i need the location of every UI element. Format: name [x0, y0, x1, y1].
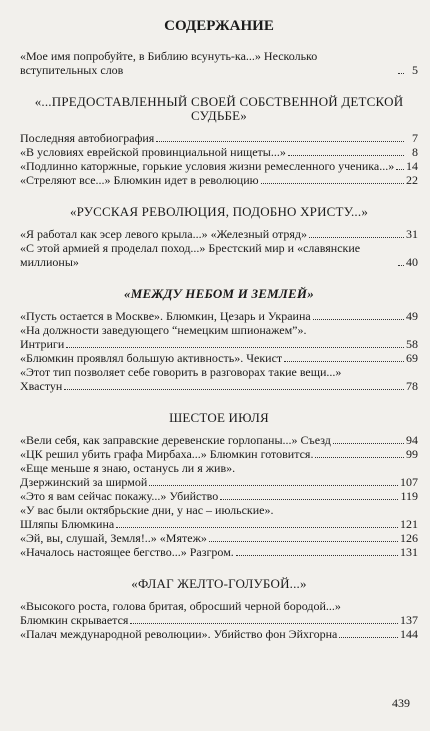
- dot-leader: [149, 485, 398, 486]
- toc-entry: [20, 599, 418, 613]
- toc-entry: [20, 379, 418, 393]
- toc-entry-page: 8: [412, 145, 418, 159]
- toc-entry: [20, 531, 418, 545]
- toc-entry-page: 94: [406, 433, 418, 447]
- toc-entry-page: 131: [400, 545, 418, 559]
- dot-leader: [116, 527, 398, 528]
- toc-entry-text: Шляпы Блюмкина: [20, 517, 115, 531]
- dot-leader: [309, 237, 404, 238]
- toc-entry-text: «Высокого роста, голова бритая, обросший черной бородой...»: [20, 599, 341, 613]
- dot-leader: [398, 73, 404, 74]
- toc-entry: [20, 337, 418, 351]
- toc-entry-text: Блюмкин скрывается: [20, 613, 129, 627]
- toc-entry: [20, 627, 418, 641]
- toc-entry-text: «С этой армией я проделал поход...» Брестский мир и «славянские миллионы»: [20, 241, 361, 269]
- section-heading: «МЕЖДУ НЕБОМ И ЗЕМЛЕЙ»: [124, 286, 314, 301]
- dot-leader: [339, 637, 398, 638]
- toc-entry: [20, 309, 418, 323]
- dot-leader: [396, 169, 404, 170]
- toc-entry: [20, 517, 418, 531]
- dot-leader: [66, 347, 404, 348]
- toc-entry: [20, 545, 418, 559]
- toc-content: [20, 12, 418, 641]
- toc-entry-text: «Мое имя попробуйте, в Библию всунуть-ка...» Несколько вступительных слов: [20, 49, 318, 77]
- toc-section: [20, 49, 418, 77]
- toc-entry: [20, 49, 418, 77]
- toc-entry-text: «ЦК решил убить графа Мирбаха...» Блюмкин готовится.: [20, 447, 314, 461]
- dot-leader: [156, 141, 404, 142]
- toc-entry: [20, 227, 418, 241]
- toc-section: [20, 95, 418, 187]
- section-heading: «...ПРЕДОСТАВЛЕННЫЙ СВОЕЙ СОБСТВЕННОЙ ДЕТСКОЙ СУДЬБЕ»: [34, 94, 404, 123]
- toc-entry-page: 137: [400, 613, 418, 627]
- toc-entry: [20, 173, 418, 187]
- toc-entry: [20, 503, 418, 517]
- toc-entry-text: «Эй, вы, слушай, Земля!..» «Мятеж»: [20, 531, 207, 545]
- toc-entry-text: «Подлинно каторжные, горькие условия жизни ремесленного ученика...»: [20, 159, 395, 173]
- toc-entry-text: «Стреляют все...» Блюмкин идет в революцию: [20, 173, 259, 187]
- toc-entry: [20, 323, 418, 337]
- toc-entry: [20, 613, 418, 627]
- section-heading: «ФЛАГ ЖЕЛТО-ГОЛУБОЙ...»: [131, 576, 307, 591]
- section-heading: ШЕСТОЕ ИЮЛЯ: [169, 410, 269, 425]
- toc-entry-page: 121: [400, 517, 418, 531]
- toc-entry-page: 14: [406, 159, 418, 173]
- page-title: СОДЕРЖАНИЕ: [164, 18, 274, 34]
- toc-entry-text: «Палач международной революции». Убийство фон Эйхгорна: [20, 627, 338, 641]
- toc-entry-page: 40: [406, 255, 418, 269]
- toc-entry: [20, 365, 418, 379]
- dot-leader: [288, 155, 404, 156]
- toc-section: [20, 411, 418, 559]
- toc-entry-page: 58: [406, 337, 418, 351]
- toc-entry-text: «Началось настоящее бегство...» Разгром.: [20, 545, 234, 559]
- toc-entry-text: Интриги: [20, 337, 65, 351]
- toc-entry-text: «Вели себя, как заправские деревенские горлопаны...» Съезд: [20, 433, 331, 447]
- toc-entry-page: 78: [406, 379, 418, 393]
- toc-entry: [20, 131, 418, 145]
- toc-entry-page: 7: [412, 131, 418, 145]
- page-number: 439: [392, 696, 410, 710]
- toc-entry-page: 126: [400, 531, 418, 545]
- toc-entry: [20, 159, 418, 173]
- toc-entry-page: 119: [400, 489, 418, 503]
- toc-entry-text: Последняя автобиография: [20, 131, 155, 145]
- toc-entry-text: Дзержинский за ширмой: [20, 475, 148, 489]
- dot-leader: [313, 319, 404, 320]
- dot-leader: [64, 389, 404, 390]
- dot-leader: [315, 457, 404, 458]
- dot-leader: [209, 541, 398, 542]
- dot-leader: [398, 265, 404, 266]
- toc-entry-text: «Блюмкин проявлял большую активность». Чекист: [20, 351, 283, 365]
- dot-leader: [220, 499, 398, 500]
- dot-leader: [261, 183, 404, 184]
- toc-entry: [20, 447, 418, 461]
- toc-entry-page: 31: [406, 227, 418, 241]
- toc-entry-text: «Это я вам сейчас покажу...» Убийство: [20, 489, 219, 503]
- toc-entry-page: 22: [406, 173, 418, 187]
- toc-section: [20, 205, 418, 269]
- toc-sections: [20, 49, 418, 641]
- toc-entry: [20, 489, 418, 503]
- toc-entry: [20, 351, 418, 365]
- toc-entry-text: «У вас были октябрьские дни, у нас – июльские».: [20, 503, 274, 517]
- toc-entry: [20, 145, 418, 159]
- section-heading: «РУССКАЯ РЕВОЛЮЦИЯ, ПОДОБНО ХРИСТУ...»: [69, 204, 369, 219]
- toc-entry-text: «На должности заведующего “немецким шпионажем”».: [20, 323, 307, 337]
- toc-entry-page: 69: [406, 351, 418, 365]
- toc-section: [20, 287, 418, 393]
- dot-leader: [130, 623, 398, 624]
- dot-leader: [284, 361, 404, 362]
- dot-leader: [333, 443, 404, 444]
- toc-entry-text: «Пусть остается в Москве». Блюмкин, Цезарь и Украина: [20, 309, 311, 323]
- toc-entry-page: 49: [406, 309, 418, 323]
- dot-leader: [236, 555, 398, 556]
- toc-section: [20, 577, 418, 641]
- toc-entry-text: Хвастун: [20, 379, 63, 393]
- toc-entry-text: «Этот тип позволяет себе говорить в разговорах такие вещи...»: [20, 365, 342, 379]
- toc-entry: [20, 433, 418, 447]
- toc-entry: [20, 241, 418, 269]
- toc-entry-page: 144: [400, 627, 418, 641]
- toc-entry-text: «Я работал как эсер левого крыла...» «Железный отряд»: [20, 227, 308, 241]
- toc-entry-text: «В условиях еврейской провинциальной нищеты...»: [20, 145, 286, 159]
- toc-entry: [20, 461, 418, 475]
- toc-entry-page: 107: [400, 475, 418, 489]
- toc-entry-page: 99: [406, 447, 418, 461]
- toc-entry: [20, 475, 418, 489]
- toc-entry-page: 5: [412, 63, 418, 77]
- toc-entry-text: «Еще меньше я знаю, останусь ли я жив».: [20, 461, 236, 475]
